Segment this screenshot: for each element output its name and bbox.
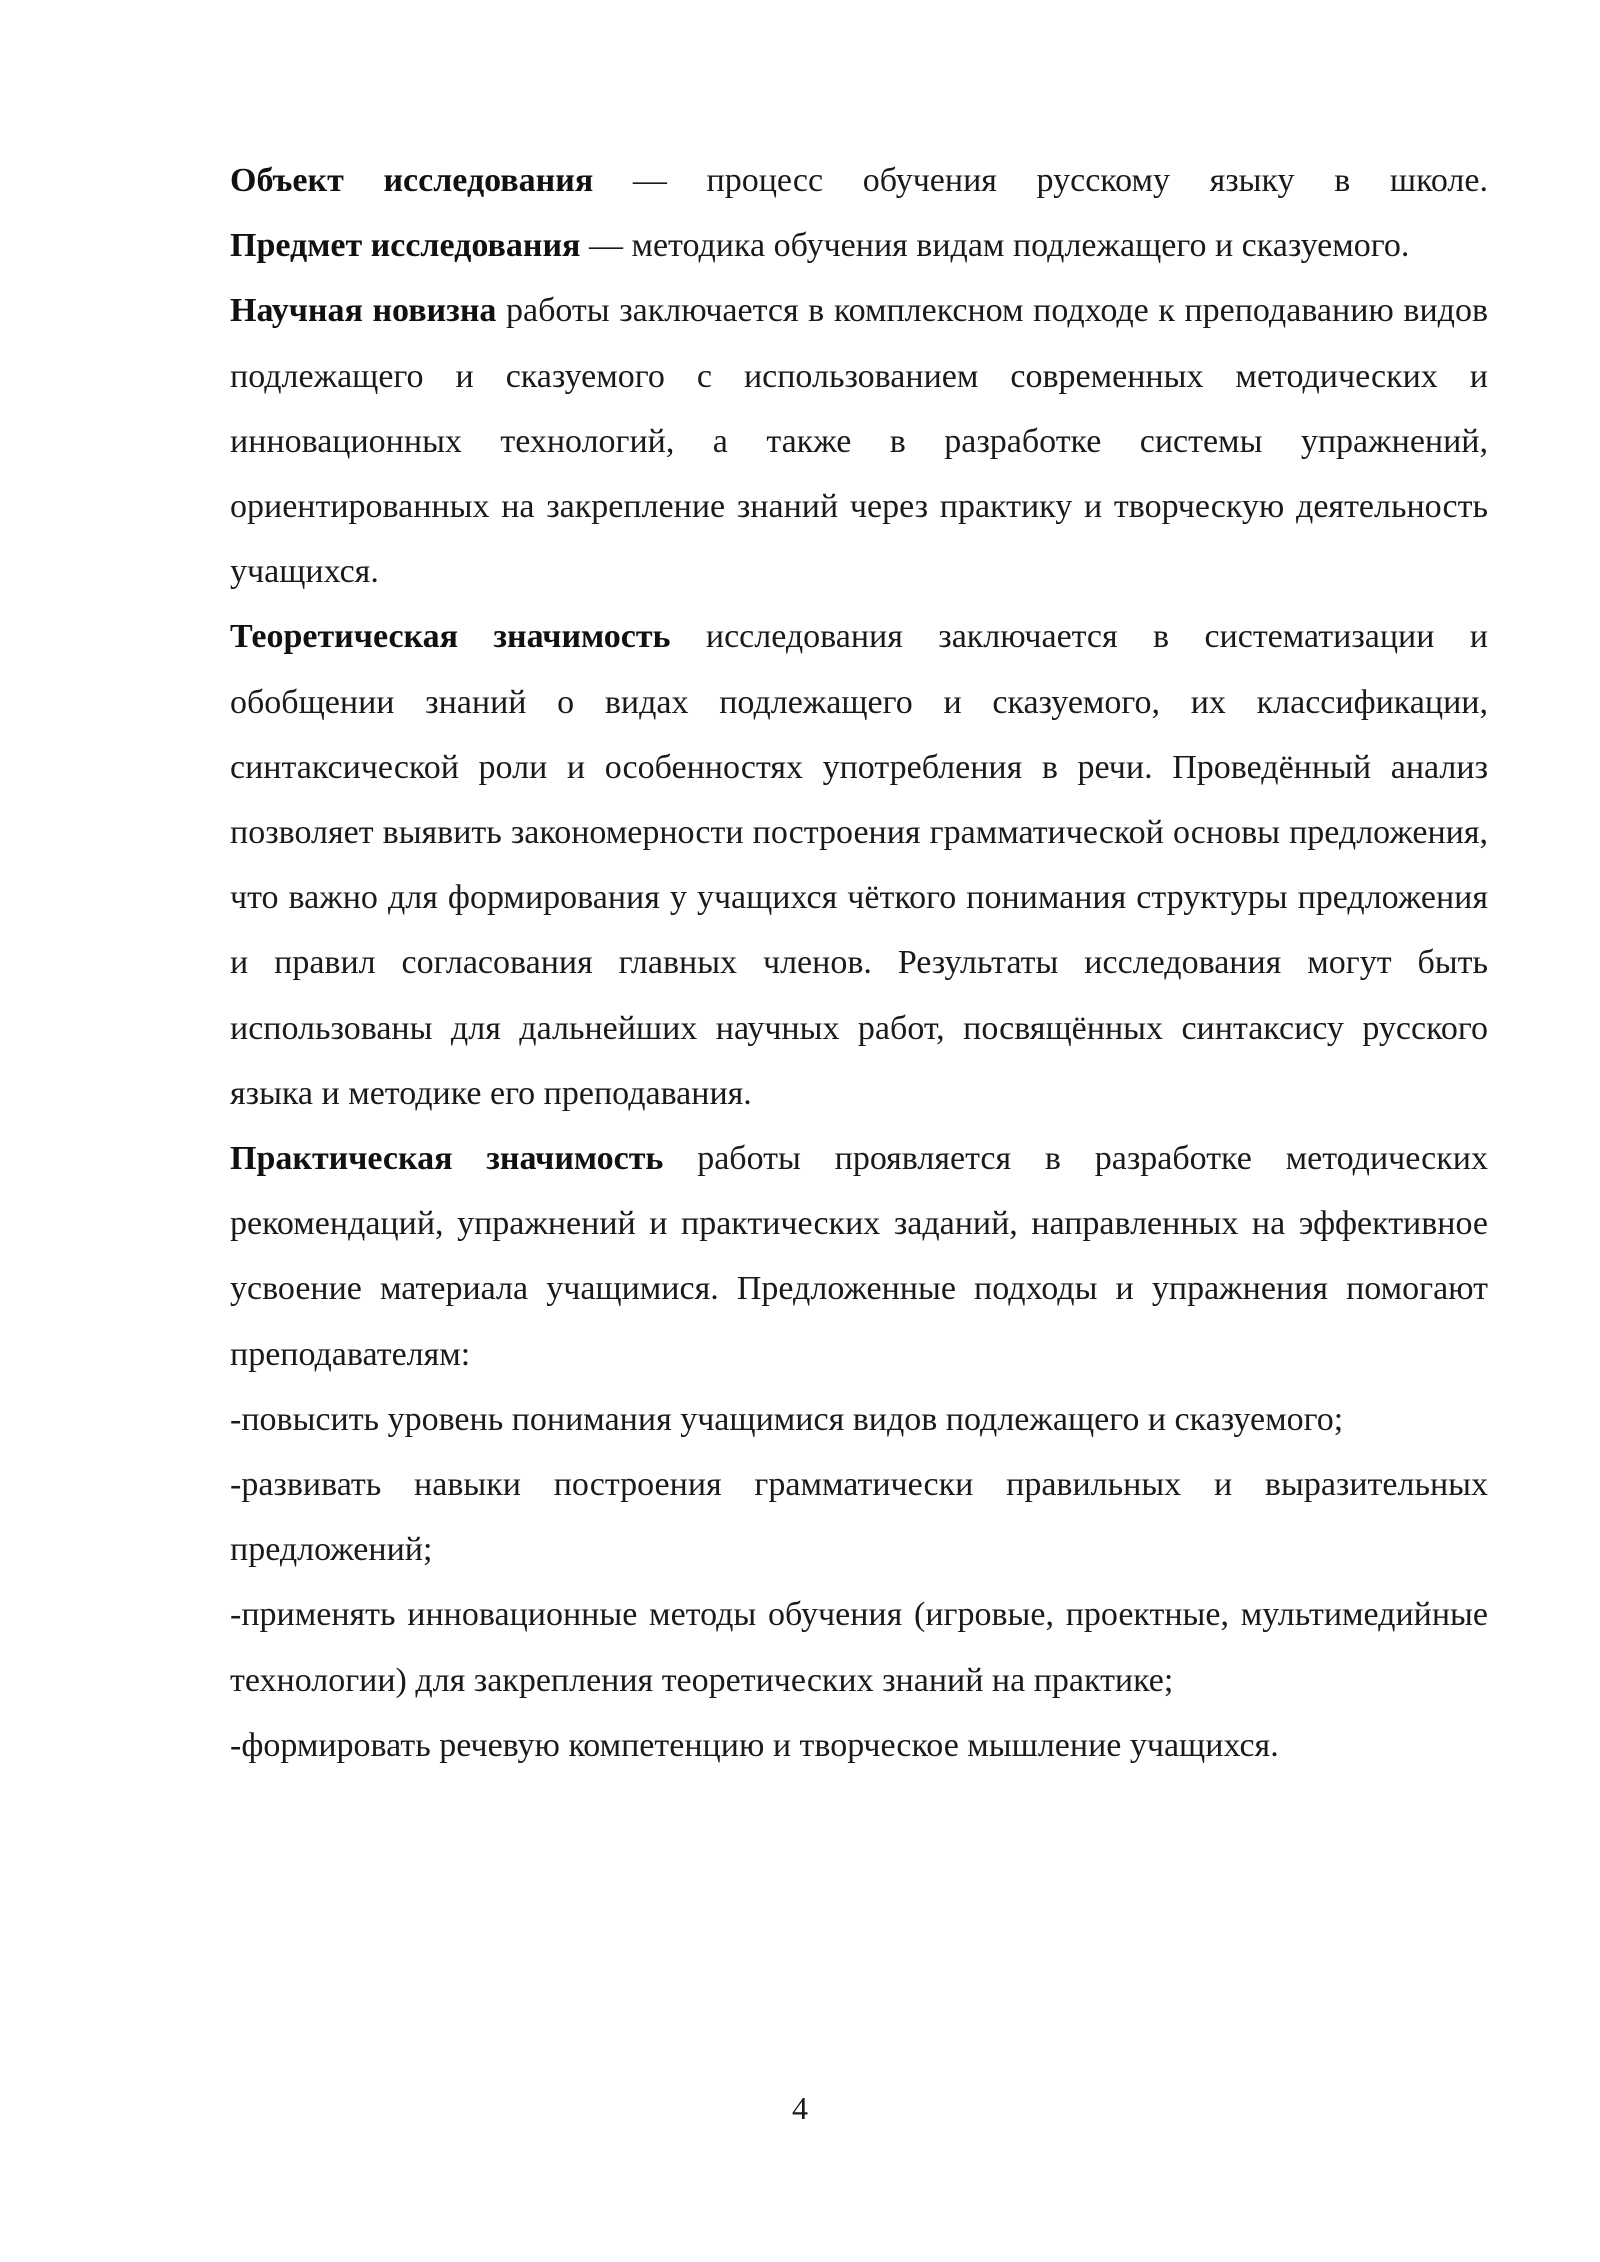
term-novelty: Научная новизна xyxy=(230,292,497,330)
paragraph-theoretical xyxy=(230,604,1488,1126)
paragraph-subject xyxy=(230,213,1488,278)
list-item: -формировать речевую компетенцию и творческое мышление учащихся. xyxy=(230,1726,1279,1764)
term-practical: Практическая значимость xyxy=(230,1140,664,1178)
list-item: -применять инновационные методы обучения (игровые, проектные, мультимедийные технологии) для закрепления теоретических знаний на практике; xyxy=(230,1596,1488,1699)
text-practical: работы проявляется в разработке методических рекомендаций, упражнений и практических заданий, направленных на эффективное усвоение материала учащимися. Предложенные подходы и упражнения помогают преподавателям: xyxy=(230,1140,1488,1373)
page-number: 4 xyxy=(792,2090,808,2126)
text-subject: — методика обучения видам подлежащего и сказуемого. xyxy=(580,227,1410,265)
text-novelty: работы заключается в комплексном подходе к преподаванию видов подлежащего и сказуемого с использованием современных методических и инновационных технологий, а также в разработке системы упражнений, ориентированных на закрепление знаний через практику и творческую деятельность учащихся. xyxy=(230,292,1488,591)
text-object: — процесс обучения русскому языку в школе. xyxy=(593,162,1488,199)
paragraph-novelty xyxy=(230,278,1488,604)
term-object: Объект исследования xyxy=(230,162,594,199)
list-item: -повысить уровень понимания учащимися видов подлежащего и сказуемого; xyxy=(230,1400,1344,1438)
list-item: -развивать навыки построения грамматически правильных и выразительных предложений; xyxy=(230,1466,1488,1569)
text-theoretical: исследования заключается в систематизации и обобщении знаний о видах подлежащего и сказуемого, их классификации, синтаксической роли и особенностях употребления в речи. Проведённый анализ позволяет выявить закономерности построения грамматической основы предложения, что важно для формирования у учащихся чёткого понимания структуры предложения и правил согласования главных членов. Результаты исследования могут быть использованы для дальнейших научных работ, посвящённых синтаксису русского языка и методике его преподавания. xyxy=(230,618,1488,1112)
term-theoretical: Теоретическая значимость xyxy=(230,618,671,656)
paragraph-practical xyxy=(230,1126,1488,1387)
paragraph-object xyxy=(230,148,1488,213)
document-body xyxy=(230,148,1488,1778)
term-subject: Предмет исследования xyxy=(230,227,581,265)
